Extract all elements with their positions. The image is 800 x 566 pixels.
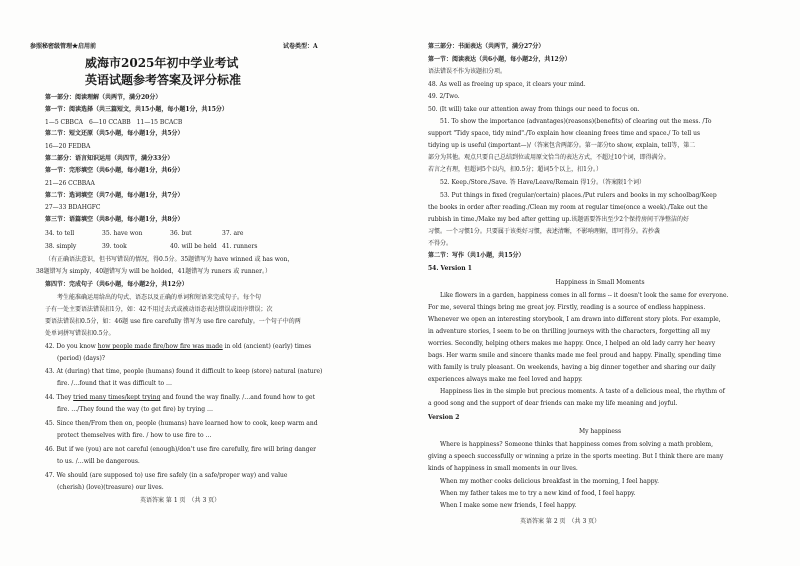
page-footer: 英语答案 第 1 页 （共 3 页） [140, 497, 221, 504]
answer-50: 50. (It will) take our attention away from things our need to focus on. [428, 106, 640, 113]
word-answer: 39. took [102, 243, 127, 250]
section-heading: 第一节：阅读表达（共6小题，每小题2分，共12分） [428, 56, 571, 63]
essay-line: giving a speech successfully or winning a prize in the sports meeting. But I think there are many [428, 453, 724, 460]
word-answer: 41. runners [222, 243, 258, 250]
essay-line: with family is truly pleasant. On weekends, having a big dinner together and sharing our daily [428, 364, 716, 371]
section-heading: 第二节：选词填空（共7小题，每小题1分，共7分） [45, 192, 184, 199]
essay-line: in adventure stories, I seem to be on thrilling journeys with the characters, forgetting all my [428, 328, 711, 335]
text: and found the way finally. /…and found how to get [160, 394, 316, 401]
answer-51-cont: 若言之有理，但超词5个以内，扣0.5分；超词5个以上，扣1分。） [428, 166, 602, 173]
underlined-text: tried many times/kept trying [73, 394, 161, 401]
essay-line: Whenever we open an interesting storybook, I am drawn into different story plots. For example, [428, 316, 721, 323]
section-heading: 第一部分：阅读理解（共两节，满分20分） [45, 94, 162, 101]
answer-44-cont: fire. …/They found the way (to get fire) by trying … [57, 406, 214, 413]
answer-46-cont: to us. /…will be dangerous. [57, 458, 140, 465]
answer-51-cont: tidying up is useful (important—)/（答案包含两部分。第一部分to show, explain, tell等，第二 [428, 142, 696, 149]
essay-title: My happiness [578, 428, 622, 435]
answer-44 [45, 394, 315, 401]
page-footer: 英语答案 第 2 页 （共 3 页） [520, 518, 601, 525]
answer-53-cont: 习惯。一个习惯1分。只要属于该类好习惯，表述清晰，不影响理解，即可得分。若抄袭 [428, 228, 660, 235]
paper-type-label: 试卷类型：A [283, 43, 318, 50]
underlined-text: how people made fire/how fire was made [97, 343, 223, 350]
section-heading: 第四节：完成句子（共6小题，每小题2分，共12分） [45, 281, 188, 288]
essay-line: For me, several things bring me great joy. Firstly, reading is a source of endless happiness. [428, 304, 706, 311]
essay-title: Happiness in Small Moments [555, 279, 645, 286]
page-subtitle: 英语试题参考答案及评分标准 [85, 73, 242, 87]
word-answer: 34. to tell [45, 230, 75, 237]
answer-42 [45, 343, 311, 350]
essay-line: a good song and the support of dear friends can make my life meaning and joyful. [428, 400, 678, 407]
essay-line: worries. Secondly, helping others makes me happy. Once, I helped an old lady carry her heavy [428, 340, 716, 347]
version-label: Version 2 [428, 414, 460, 421]
answer-51-cont: support "Tidy space, tidy mind"./To explain how cleaning frees time and space./ To tell us [428, 130, 701, 137]
word-answer: 40. will be held [170, 243, 217, 250]
word-answer: 36. but [170, 230, 192, 237]
answer-43: 43. At (during) that time, people (humans) found it difficult to keep (store) natural (nature) [45, 368, 323, 375]
answer-47: 47. We should (are supposed to) use fire safely (in a safe/proper way) and value [45, 472, 288, 479]
answer-49: 49. 2/Two. [428, 93, 460, 100]
text: 42. Do you know [45, 343, 98, 350]
essay-line: experiences always make me feel loved and happy. [428, 376, 583, 383]
section-heading: 第一节：完形填空（共6小题，每小题1分，共6分） [45, 167, 184, 174]
answer-51: 51. To show the importance (advantages)(reasons)(benefits) of clearing out the mess. /To [440, 118, 712, 125]
note-line: 考生能准确运用给出的句式、语态以及正确的单词和短语来完成句子。每个句 [57, 294, 262, 301]
section-heading: 第二部分：语言知识运用（共四节，满分33分） [45, 155, 174, 162]
note-line: 语法错误不作为该题扣分项。 [428, 68, 507, 75]
answer-line: 21—26 CCBBAA [45, 180, 95, 187]
note-line: 38题错写为 simply，40题错写为 will be holded，41题错写为 runers 或 runner。） [36, 268, 271, 275]
section-heading: 第三部分：书面表达（共两节，满分27分） [428, 43, 545, 50]
text: in old (ancient) (early) times [222, 343, 312, 350]
essay-line: Happiness lies in the simple but precious moments. A taste of a delicious meal, the rhythm of [440, 388, 725, 395]
confidential-label: 参照秘密级管理★启用前 [30, 43, 97, 50]
section-heading: 第三节：语篇填空（共8小题，每小题1分，共8分） [45, 216, 184, 223]
note-line: 要语法错误扣0.5分，如：46题 use fire carefully 错写为 use fire carefuly。一个句子中的两 [45, 318, 301, 325]
essay-line: When my mother cooks delicious breakfast in the morning, I feel happy. [440, 478, 660, 485]
answer-53-cont: the books in order after reading./Clean my room at regular time(once a week)./Take out the [428, 204, 708, 211]
text: 44. They [45, 394, 74, 401]
essay-line: bags. Her warm smile and sincere thanks made me feel proud and happy. Finally, spending time [428, 352, 722, 359]
page-title: 威海市2025年初中学业考试 [85, 56, 239, 70]
answer-45: 45. Since then/From then on, people (humans) have learned how to cook, keep warm and [45, 420, 318, 427]
answer-51-cont: 部分为其他。观点只要自己总结到位或用原文恰当的表达方式，不超过10个词，即得满分。 [428, 154, 670, 161]
section-heading: 第二节：写作（共1小题，共15分） [428, 252, 525, 259]
word-answer: 37. are [222, 230, 244, 237]
note-line: （有正确语法意识，但书写错误的情况，得0.5分。35题错写为 have winned 或 has won， [45, 256, 294, 263]
answer-43-cont: fire. /…found that it was difficult to … [57, 380, 173, 387]
essay-line: When I make some new friends, I feel happy. [440, 502, 577, 509]
word-answer: 35. have won [102, 230, 143, 237]
section-heading: 第一节：阅读选择（共三篇短文，共15小题，每小题1分，共15分） [45, 106, 228, 113]
word-answer: 38. simply [45, 243, 77, 250]
essay-line: Where is happiness? Someone thinks that happiness comes from solving a math problem, [440, 441, 714, 448]
section-heading: 第二节：短文还原（共5小题，每小题1分，共5分） [45, 130, 184, 137]
version-label: 54. Version 1 [428, 265, 472, 272]
answer-46: 46. But if we (you) are not careful (enough)/don't use fire carefully, fire will bring danger [45, 446, 317, 453]
answer-53: 53. Put things in fixed (regular/certain) places./Put rulers and books in my schoolbag/Keep [440, 192, 717, 199]
answer-line: 1—5 CBBCA 6—10 CCABB 11—15 BCACB [45, 119, 183, 126]
essay-line: Like flowers in a garden, happiness comes in all forms -- it doesn't look the same for everyone. [440, 292, 729, 299]
answer-52: 52. Keep./Store./Save. 答 Have/Leave/Remain 得1分。（答案限1个词） [440, 179, 645, 186]
answer-48: 48. As well as freeing up space, it clears your mind. [428, 81, 586, 88]
answer-53-cont: rubbish in time./Make my bed after getting up.该题需要答出至少2个保持房间干净整洁的好 [428, 216, 690, 223]
answer-42-cont: (period) (days)? [57, 355, 106, 362]
note-line: 处单词拼写错误扣0.5分。 [45, 330, 115, 337]
answer-line: 27—33 BDAHGFC [45, 204, 101, 211]
answer-page-2 [400, 0, 800, 566]
answer-47-cont: (cherish) (love)(treasure) our lives. [57, 484, 164, 491]
answer-53-cont: 不得分。 [428, 240, 453, 247]
essay-line: When my father takes me to try a new kind of food, I feel happy. [440, 490, 636, 497]
essay-line: kinds of happiness in small moments in our lives. [428, 465, 578, 472]
answer-line: 16—20 FEDBA [45, 143, 91, 150]
note-line: 子有一处主要语法错误扣1分，如：42不用过去式或被动语态表达错误或语序错误；次 [45, 306, 273, 313]
answer-45-cont: protect themselves with fire. / how to use fire to … [57, 432, 212, 439]
